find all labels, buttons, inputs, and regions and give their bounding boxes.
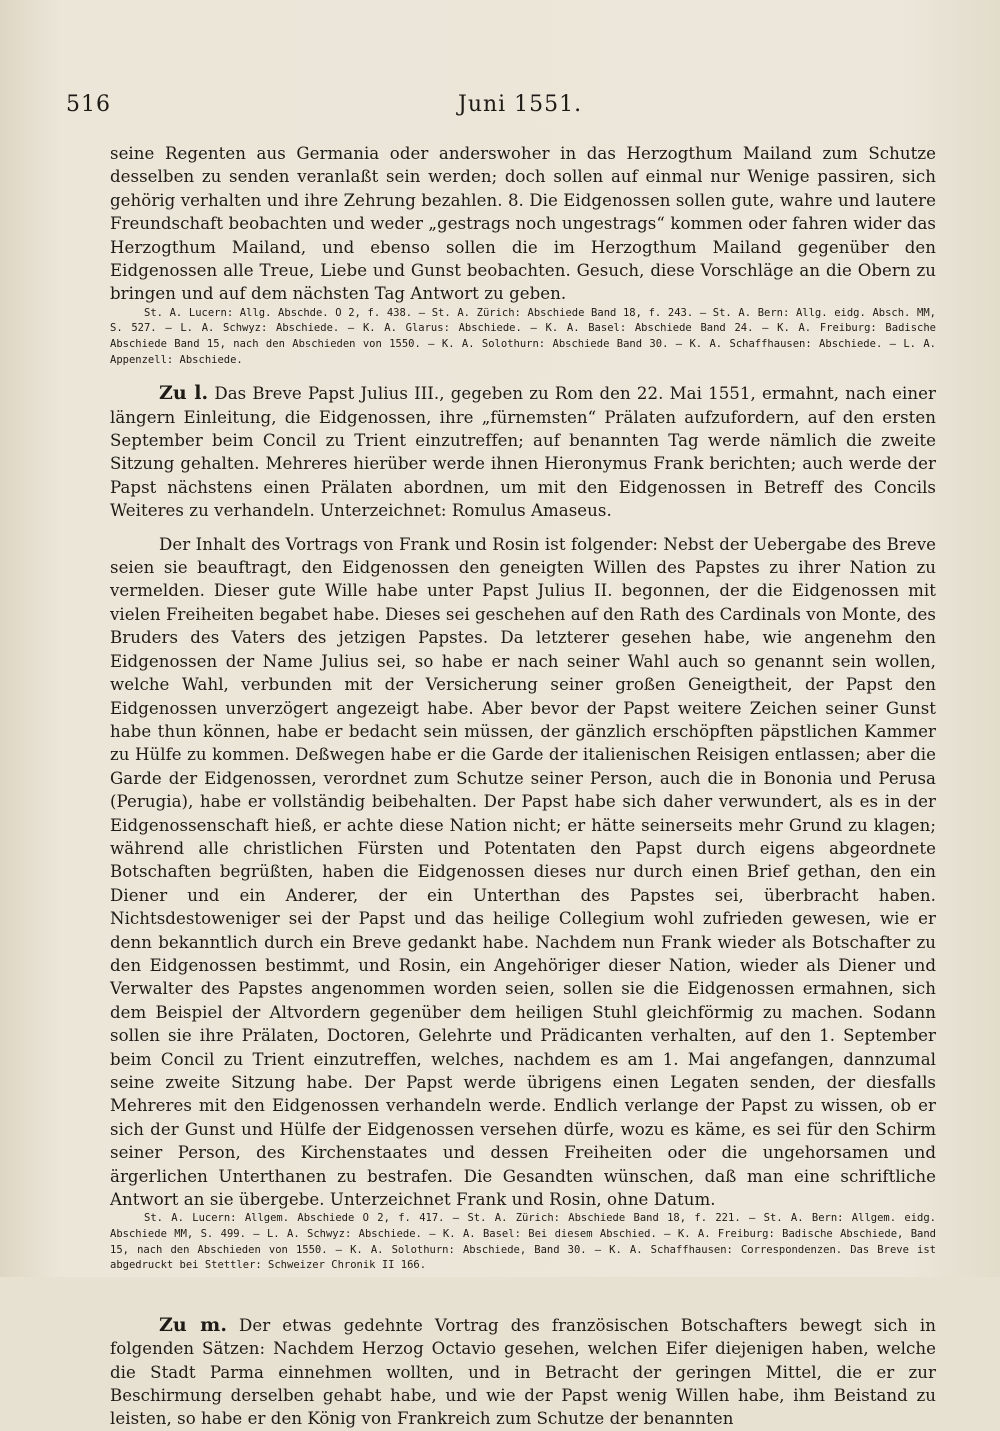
paragraph-continuation: seine Regenten aus Germania oder anderswoher in das Herzogthum Mailand zum Schutze desselben zu senden veranlaßt sein werden; doch sollen auf einmal nur Wenige passiren, sich gehörig verhalten und ihre Zehrung bezahlen. 8. Die Eidgenossen sollen gute, wahre und lautere Freundschaft beobachten und weder „gestrags noch ungestrags“ kommen oder fahren wider das Herzogthum Mailand, und ebenso sollen die im Herzogthum Mailand gegenüber den Eidgenossen alle Treue, Liebe und Gunst beobachten. Gesuch, diese Vorschläge an die Obern zu bringen und auf dem nächsten Tag Antwort zu geben. — [110, 144, 936, 304]
paragraph-zu-l-text: Das Breve Papst Julius III., gegeben zu Rom den 22. Mai 1551, ermahnt, nach einer längern Einleitung, die Eidgenossen, ihre „fürnemsten“ Prälaten aufzufordern, auf den ersten September beim Concil zu Trient einzutreffen; auf benannten Tag werde nämlich die zweite Sitzung gehalten. Mehreres hierüber werde ihnen Hieronymus Frank berichten; auch werde der Papst nächstens einen Prälaten abordnen, um mit den Eidgenossen in Betreff des Concils Weiteres zu verhandeln. Unterzeichnet: Romulus Amaseus. — [110, 384, 936, 521]
paragraph-vortrag-frank-rosin: Der Inhalt des Vortrags von Frank und Rosin ist folgender: Nebst der Uebergabe des Breve seien sie beauftragt, den Eidgenossen den geneigten Willen des Papstes zu ihrer Nation zu vermelden. Dieser gute Wille habe unter Papst Julius II. begonnen, der die Eidgenossen mit vielen Freiheiten begabet habe. Dieses sei geschehen auf den Rath des Cardinals von Monte, des Bruders des Vaters des jetzigen Papstes. Da letzterer gesehen habe, wie angenehm den Eidgenossen der Name Julius sei, so habe er nach seiner Wahl auch so genannt sein wollen, welche Wahl, verbunden mit der Versicherung seiner großen Geneigtheit, der Papst den Eidgenossen unverzögert angezeigt habe. Aber bevor der Papst weitere Zeichen seiner Gunst habe thun können, habe er bedacht sein müssen, der gänzlich erschöpften päpstlichen Kammer zu Hülfe zu kommen. Deßwegen habe er die Garde der italienischen Reisigen entlassen; aber die Garde der Eidgenossen, verordnet zum Schutze seiner Person, auch die in Bononia und Perusa (Perugia), habe er vollständig beibehalten. Der Papst habe sich daher verwundert, als es in der Eidgenossenschaft hieß, er achte diese Nation nicht; er hätte seinerseits mehr Grund zu klagen; während alle christlichen Fürsten und Potentaten den Papst durch eigens abgeordnete Botschaften begrüßten, haben die Eidgenossen dieses nur durch einen Brief gethan, den ein Diener und ein Anderer, der ein Unterthan des Papstes sei, überbracht haben. Nichtsdestoweniger sei der Papst und das heilige Collegium wohl zufrieden gewesen, wie er denn bekanntlich durch ein Breve gedankt habe. Nachdem nun Frank wieder als Botschafter zu den Eidgenossen bestimmt, und Rosin, ein Angehöriger dieser Nation, wieder als Diener und Verwalter des Papstes angenommen worden seien, sollen sie die Eidgenossen ermahnen, sich dem Beispiel der Altvordern gegenüber dem heiligen Stuhl gleichförmig zu machen. Sodann sollen sie ihre Prälaten, Doctoren, Gelehrte und Prädicanten verhalten, auf den 1. September beim Concil zu Trient einzutreffen, welches, nachdem es am 1. Mai angefangen, dannzumal seine zweite Sitzung habe. Der Papst werde übrigens einen Legaten senden, der diesfalls Mehreres mit den Eidgenossen verhandeln werde. Endlich verlange der Papst zu wissen, ob er sich der Gunst und Hülfe der Eidgenossen versehen dürfe, wozu es käme, es sei für den Schirm seiner Person, des Kirchenstaates und dessen Freiheiten oder die ungehorsamen und ärgerlichen Unterthanen zu bestrafen. Die Gesandten wünschen, daß man eine schriftliche Antwort an sie übergebe. Unterzeichnet Frank und Rosin, ohne Datum. — [110, 534, 936, 1210]
paragraph-zu-m — [110, 1314, 936, 1431]
page-body — [110, 142, 936, 1431]
page-header — [66, 92, 880, 122]
paragraph-zu-m-text: Der etwas gedehnte Vortrag des französischen Botschafters bewegt sich in folgenden Sätzen: Nachdem Herzog Octavio gesehen, welchen Eifer diejenigen haben, welche die Stadt Parma einnehmen wollten, und in Betracht der geringen Mittel, die er zur Beschirmung derselben gehabt habe, und wie der Papst wenig Willen habe, ihm Beistand zu leisten, so habe er den König von Frankreich zum Schutze der benannten — [110, 1315, 936, 1429]
paragraph-zu-l — [110, 382, 936, 522]
running-head: Juni 1551. — [458, 92, 583, 117]
source-note-2: St. A. Lucern: Allgem. Abschiede O 2, f. 417. — St. A. Zürich: Abschiede Band 18, f. 221. — St. A. Bern: Allgem. eidg. Abschiede MM, S. 499. — L. A. Schwyz: Abschiede. — K. A. Basel: Bei diesem Abschied. — K. A. Freiburg: Badische Abschiede, Band 15, nach den Abschieden von 1550. — K. A. Solothurn: Abschiede, Band 30. — K. A. Schaffhausen: Correspondenzen. Das Breve ist abgedruckt bei Stettler: Schweizer Chronik II 166. — [110, 1212, 936, 1272]
source-note-1: St. A. Lucern: Allg. Abschde. O 2, f. 438. — St. A. Zürich: Abschiede Band 18, f. 243. — St. A. Bern: Allg. eidg. Absch. MM, S. 527. — L. A. Schwyz: Abschiede. — K. A. Glarus: Abschiede. — K. A. Basel: Abschiede Band 24. — K. A. Freiburg: Badische Abschiede Band 15, nach den Abschieden von 1550. — K. A. Solothurn: Abschiede Band 30. — K. A. Schaffhausen: Abschiede. — L. A. Appenzell: Abschiede. — [110, 306, 936, 366]
section-label-l: Zu l. — [159, 382, 209, 405]
section-label-m: Zu m. — [159, 1313, 227, 1336]
page-number: 516 — [66, 92, 111, 117]
